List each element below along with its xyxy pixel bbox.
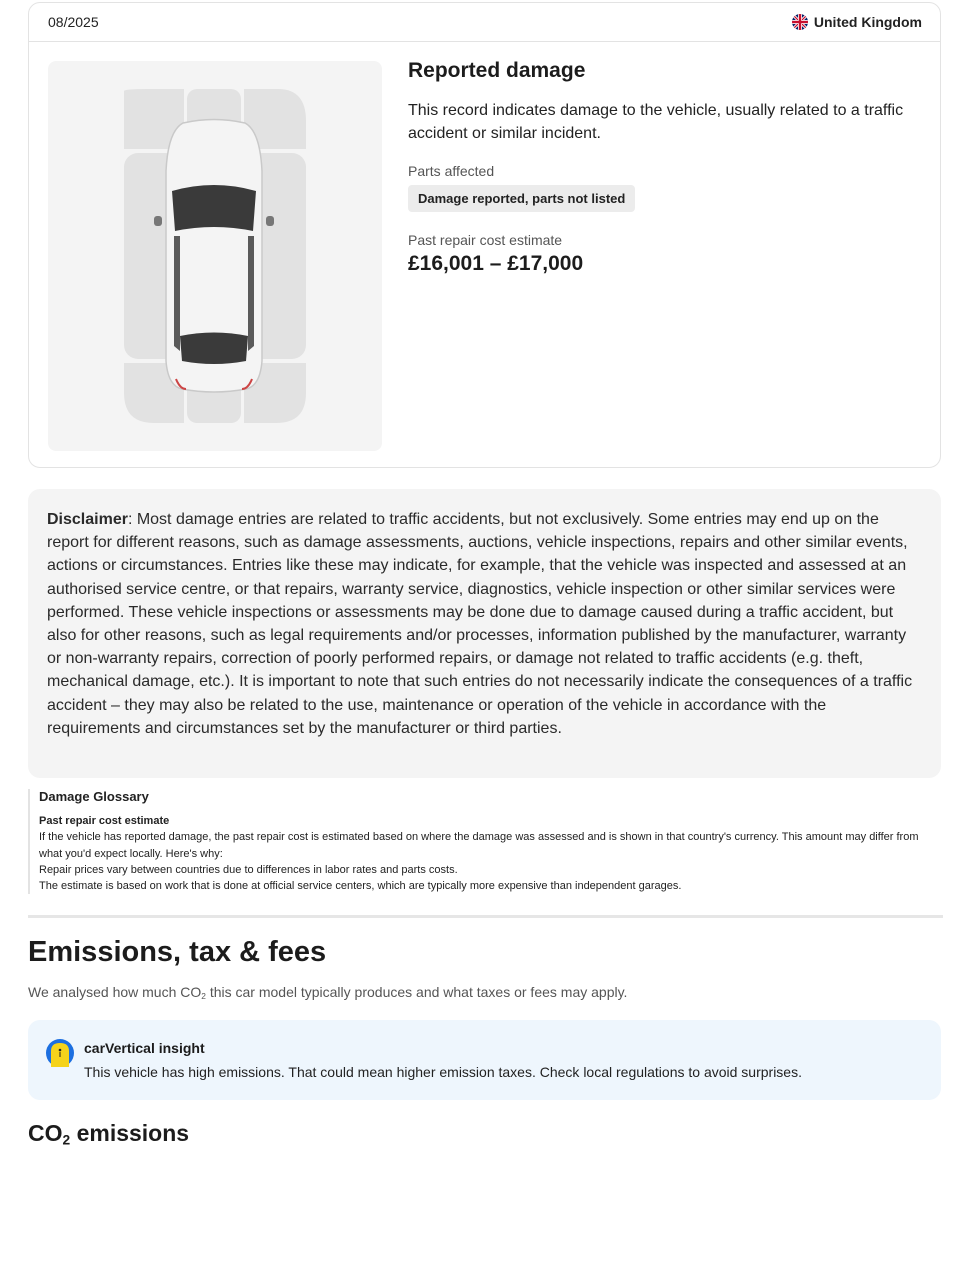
carvertical-insight-box — [28, 1020, 941, 1100]
insight-text: This vehicle has high emissions. That could mean higher emission taxes. Check local regulations to avoid surprises. — [84, 1064, 802, 1080]
repair-cost-value: £16,001 – £17,000 — [408, 252, 584, 275]
glossary-line: Repair prices vary between countries due to differences in labor rates and parts costs. — [39, 863, 458, 876]
glossary-title: Damage Glossary — [39, 789, 149, 804]
parts-affected-chip: Damage reported, parts not listed — [408, 185, 635, 212]
glossary-line: If the vehicle has reported damage, the past repair cost is estimated based on where the damage was assessed and is shown in that country's currency. This amount may differ from what you'd expect locally. Here's why: — [39, 831, 919, 860]
damage-title: Reported damage — [408, 59, 586, 82]
record-date: 08/2025 — [48, 14, 99, 30]
disclaimer-text: : Most damage entries are related to traffic accidents, but not exclusively. Some entries may end up on the report for different reasons, such as damage assessments, auctions, vehicle inspections, repairs and other similar events, actions or circumstances. Entries like these may indicate, for example, that the vehicle was inspected and assessed at an authorised service centre, or that repairs, warranty service, diagnostics, vehicle inspection or other similar services were performed. These vehicle inspections or assessments may be done due to damage caused during a traffic accident, but also for other reasons, such as legal requirements and/or processes, information published by the manufacturer, warranty or non-warranty repairs, correction of poorly performed repairs, or damage not related to traffic accidents (e.g. theft, mechanical damage, etc.). It is important to note that such entries do not necessarily indicate the consequences of a traffic accident – they may also be related to the use, maintenance or operation of the vehicle in accordance with the requirements and circumstances set by the manufacturer or third parties. — [47, 511, 913, 737]
glossary-term: Past repair cost estimate — [39, 815, 170, 828]
record-country — [792, 14, 922, 30]
repair-cost-label: Past repair cost estimate — [408, 232, 563, 248]
emissions-subtitle: We analysed how much $CO_2$ this car model typically produces and what taxes or fees may apply. — [28, 984, 628, 1002]
parts-affected-label: Parts affected — [408, 163, 495, 179]
car-damage-diagram — [48, 61, 382, 451]
damage-info — [408, 59, 918, 276]
damage-description: This record indicates damage to the vehicle, usually related to a traffic accident or similar incident. — [408, 102, 904, 142]
record-header — [29, 3, 940, 42]
glossary-line: The estimate is based on work that is done at official service centers, which are typically more expensive than independent garages. — [39, 880, 682, 893]
insight-title: carVertical insight — [84, 1040, 205, 1056]
country-name: United Kingdom — [813, 14, 922, 30]
emissions-section-title: Emissions, tax & fees — [28, 936, 327, 968]
carvertical-mascot-icon — [46, 1039, 74, 1067]
section-divider — [28, 915, 943, 918]
damage-glossary — [28, 789, 943, 894]
damage-record-card — [28, 2, 941, 468]
uk-flag-icon — [792, 14, 808, 30]
car-body — [154, 120, 274, 393]
disclaimer-box — [28, 489, 941, 778]
disclaimer-label: Disclaimer — [47, 511, 128, 528]
co2-emissions-title: $CO_2$ emissions — [28, 1120, 190, 1148]
